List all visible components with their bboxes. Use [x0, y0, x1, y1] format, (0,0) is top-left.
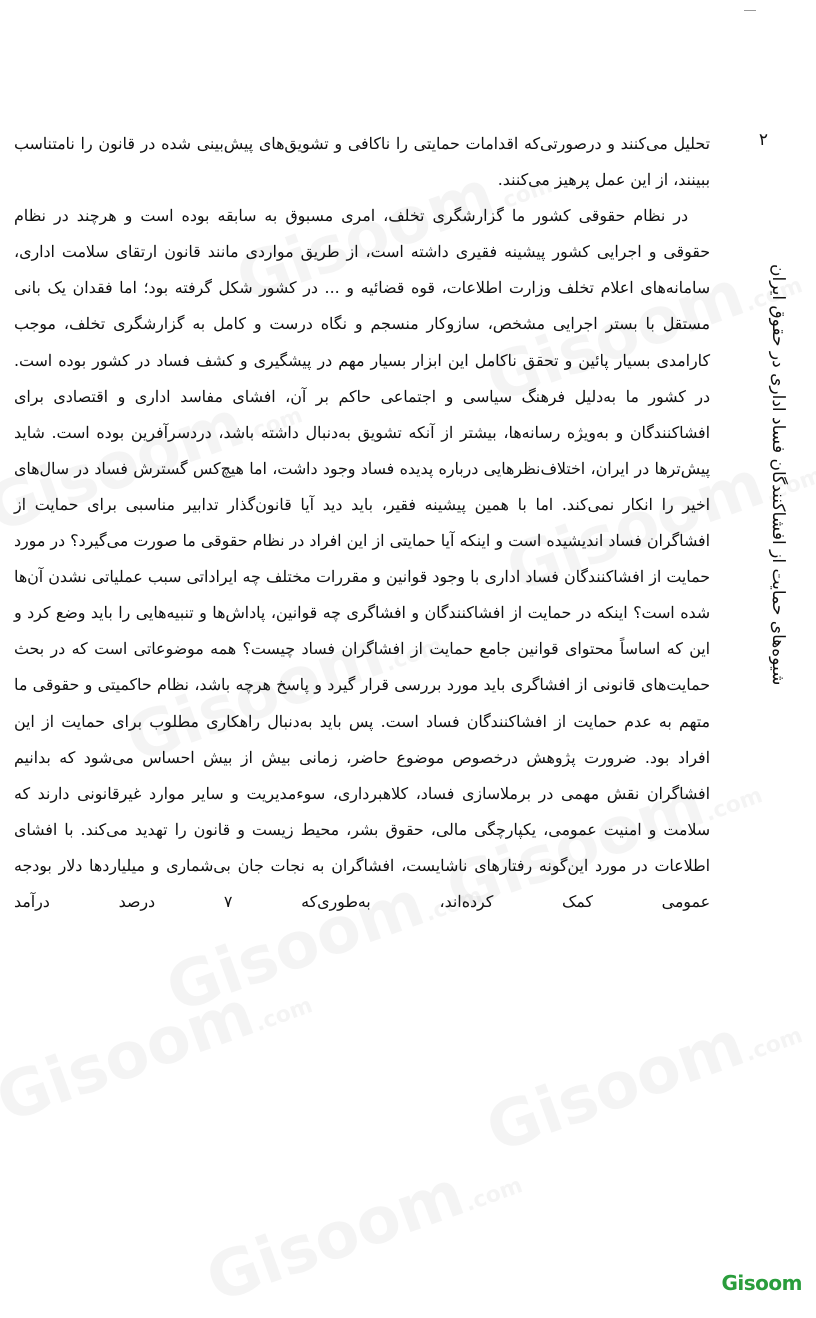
- running-side-title: شیوه‌های حمایت از افشاکنندگان فساد اداری در حقوق ایران: [768, 264, 788, 686]
- paragraph-2: در نظام حقوقی کشور ما گزارشگری تخلف، امری مسبوق به سابقه بوده است و هرچند در نظام حقوقی و اجرایی کشور پیشینه فقیری داشته است، از طریق مواردی مانند قانون ارتقای سلامت اداری، سامانه‌های اعلام تخلف وزارت اطلاعات، قوه قضائیه و ... در کشور شکل گرفته بود؛ اما فقدان یک بانی مستقل با بستر اجرایی مشخص، سازوکار منسجم و نگاه درست و کامل به گزارشگری تخلف، موجب کارامدی بسیار پائین و تحقق ناکامل این ابزار بسیار مهم در پیشگیری و کشف فساد در کشور بوده است. در کشور ما به‌دلیل فرهنگ سیاسی و اجتماعی حاکم بر آن، افشای مفاسد اداری و اقتصادی برای افشاکنندگان و به‌ویژه رسانه‌ها، بیشتر از آنکه تشویق به‌دنبال داشته باشد، دردسرآفرین بوده است. شاید پیش‌ترها در ایران، اختلاف‌نظرهایی درباره پدیده فساد وجود داشت، اما هیچ‌کس گسترش فساد در سال‌های اخیر را انکار نمی‌کند. اما با همین پیشینه فقیر، باید دید آیا قانون‌گذار تدابیر مناسبی برای حمایت از افشاگران فساد اندیشیده است و اینکه آیا حمایتی از این افراد در نظام حقوقی ما صورت می‌گیرد؟ در مورد حمایت از افشاکنندگان فساد اداری با وجود قوانین و مقررات مختلف چه ایراداتی سبب عملیاتی نشدن آن‌ها شده است؟ اینکه در حمایت از افشاکنندگان و افشاگری چه قوانین، پاداش‌ها و تنبیه‌هایی را باید وضع کرد و این که اساساً محتوای قوانین جامع حمایت از افشاگران فساد چیست؟ همه موضوعاتی است که در بحث حمایت‌های قانونی از افشاگری باید مورد بررسی قرار گیرد و پاسخ هرچه باشد، نظام حاکمیتی و حقوقی ما متهم به عدم حمایت از افشاکنندگان فساد است. پس باید به‌دنبال راهکاری مطلوب برای حمایت از این افراد بود. ضرورت پژوهش درخصوص موضوع حاضر، زمانی بیش از بیش احساس می‌شود که بدانیم افشاگران نقش مهمی در برملاسازی فساد، کلاهبرداری، سوءمدیریت و سایر موارد غیرقانونی دارند که سلامت و امنیت عمومی، یکپارچگی مالی، حقوق بشر، محیط زیست و قانون را تهدید می‌کند. با افشای اطلاعات در مورد این‌گونه رفتارهای ناشایست، افشاگران به نجات جان بی‌شماری و میلیاردها دلار بودجه عمومی کمک کرده‌اند، به‌طوری‌که ۷ درصد درآمد: [14, 206, 711, 911]
- paragraph-1: تحلیل می‌کنند و درصورتی‌که اقدامات حمایتی را ناکافی و تشویق‌های پیش‌بینی شده در قانون را نامتناسب ببینند، از این عمل پرهیز می‌کنند.: [14, 134, 710, 190]
- gisoom-logo: Gisoom: [721, 1271, 802, 1295]
- page-corner-mark: [744, 10, 756, 17]
- watermark-sub: [702, 783, 766, 827]
- body-text: [14, 126, 710, 1246]
- page-number: ۲: [758, 130, 768, 150]
- watermark-sub: [742, 1023, 806, 1067]
